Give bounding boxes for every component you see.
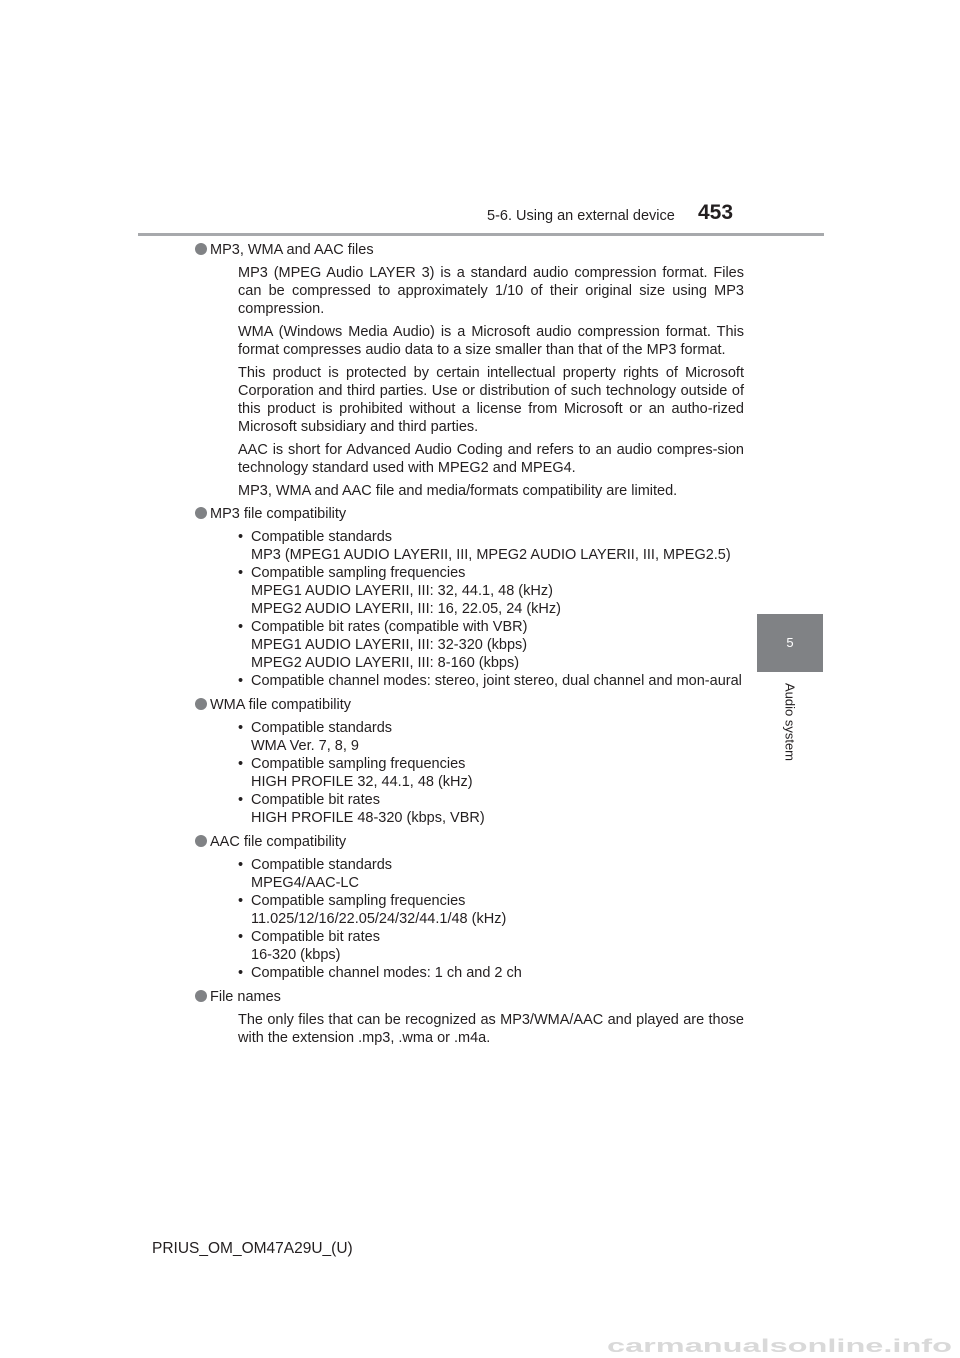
list-item: [238, 672, 744, 690]
watermark: [607, 1338, 952, 1354]
dot-icon: •: [238, 965, 244, 981]
header-divider: [138, 233, 824, 236]
list-item: [238, 892, 744, 928]
item-title: Compatible bit rates: [251, 792, 380, 808]
list-item: [238, 856, 744, 892]
chapter-label-wrap: [782, 672, 798, 772]
item-title: Compatible sampling frequencies: [251, 893, 466, 909]
item-title: Compatible standards: [251, 529, 393, 545]
list-item: [238, 755, 744, 791]
item-title: Compatible standards: [251, 720, 393, 736]
item-detail: 16-320 (kbps): [251, 947, 341, 963]
item-title: Compatible bit rates: [251, 929, 380, 945]
item-detail: MPEG2 AUDIO LAYERII, III: 16, 22.05, 24 (kHz): [251, 601, 561, 617]
paragraph: WMA (Windows Media Audio) is a Microsoft audio compression format. This format compresses audio data to a size smaller than that of the MP3 format.: [238, 324, 744, 358]
item-detail: MPEG4/AAC-LC: [251, 875, 359, 891]
item-title: Compatible channel modes: 1 ch and 2 ch: [251, 965, 522, 981]
bullet-icon: [195, 698, 207, 710]
chapter-number: 5: [786, 635, 794, 650]
item-detail: MPEG1 AUDIO LAYERII, III: 32-320 (kbps): [251, 637, 528, 653]
section: [210, 988, 744, 1047]
dot-icon: •: [238, 529, 244, 545]
dot-icon: •: [238, 720, 244, 736]
list-item: [238, 618, 744, 672]
section-title: 5-6. Using an external device: [487, 208, 675, 224]
dot-icon: •: [238, 565, 244, 581]
bullet-icon: [195, 507, 207, 519]
section: [210, 241, 744, 500]
dot-icon: •: [238, 929, 244, 945]
item-title: Compatible bit rates (compatible with VBR): [251, 619, 528, 635]
section: [210, 505, 744, 693]
list-item: [238, 928, 744, 964]
item-detail: MPEG2 AUDIO LAYERII, III: 8-160 (kbps): [251, 655, 520, 671]
list-item: [238, 528, 744, 564]
section: [210, 696, 744, 830]
section: [210, 833, 744, 985]
list-item: [238, 564, 744, 618]
bullet-icon: [195, 835, 207, 847]
page-content: [210, 241, 744, 1052]
paragraph: AAC is short for Advanced Audio Coding and refers to an audio compres-sion technology standard used with MPEG2 and MPEG4.: [238, 442, 744, 476]
chapter-label: Audio system: [782, 682, 798, 762]
item-detail: HIGH PROFILE 48-320 (kbps, VBR): [251, 810, 485, 826]
bullet-icon: [195, 243, 207, 255]
page-number: 453: [698, 201, 734, 224]
section-heading: MP3, WMA and AAC files: [210, 242, 374, 258]
dot-icon: •: [238, 792, 244, 808]
section-heading: WMA file compatibility: [210, 697, 352, 713]
dot-icon: •: [238, 673, 244, 689]
section-heading: MP3 file compatibility: [210, 506, 347, 522]
bullet-icon: [195, 990, 207, 1002]
list-item: [238, 791, 744, 827]
paragraph: MP3 (MPEG Audio LAYER 3) is a standard audio compression format. Files can be compressed to approximately 1/10 of their original size using MP3 compression.: [238, 265, 744, 317]
watermark-text: carmanualsonline.info: [607, 1338, 952, 1354]
item-title: Compatible sampling frequencies: [251, 756, 466, 772]
item-detail: 11.025/12/16/22.05/24/32/44.1/48 (kHz): [251, 911, 507, 927]
dot-icon: •: [238, 619, 244, 635]
document-code: PRIUS_OM_OM47A29U_(U): [152, 1240, 353, 1257]
item-detail: HIGH PROFILE 32, 44.1, 48 (kHz): [251, 774, 473, 790]
dot-icon: •: [238, 893, 244, 909]
page-header: [0, 0, 960, 240]
paragraph: This product is protected by certain intellectual property rights of Microsoft Corporation and third parties. Use or distribution of such technology outside of this product is prohibited without a license from Microsoft or an autho-rized Microsoft subsidiary and third parties.: [238, 365, 744, 435]
dot-icon: •: [238, 857, 244, 873]
dot-icon: •: [238, 756, 244, 772]
item-detail: MP3 (MPEG1 AUDIO LAYERII, III, MPEG2 AUDIO LAYERII, III, MPEG2.5): [251, 547, 731, 563]
list-item: [238, 719, 744, 755]
item-detail: WMA Ver. 7, 8, 9: [251, 738, 359, 754]
item-title: Compatible channel modes: stereo, joint stereo, dual channel and mon-aural: [251, 673, 742, 689]
watermark-logo: [607, 1338, 952, 1354]
item-title: Compatible sampling frequencies: [251, 565, 466, 581]
list-item: [238, 964, 744, 982]
chapter-tab: [757, 614, 823, 672]
paragraph: MP3, WMA and AAC file and media/formats compatibility are limited.: [238, 483, 678, 499]
item-detail: MPEG1 AUDIO LAYERII, III: 32, 44.1, 48 (kHz): [251, 583, 553, 599]
item-title: Compatible standards: [251, 857, 393, 873]
section-heading: AAC file compatibility: [210, 834, 347, 850]
section-heading: File names: [210, 989, 281, 1005]
paragraph: The only files that can be recognized as MP3/WMA/AAC and played are those with the extension .mp3, .wma or .m4a.: [238, 1012, 744, 1046]
